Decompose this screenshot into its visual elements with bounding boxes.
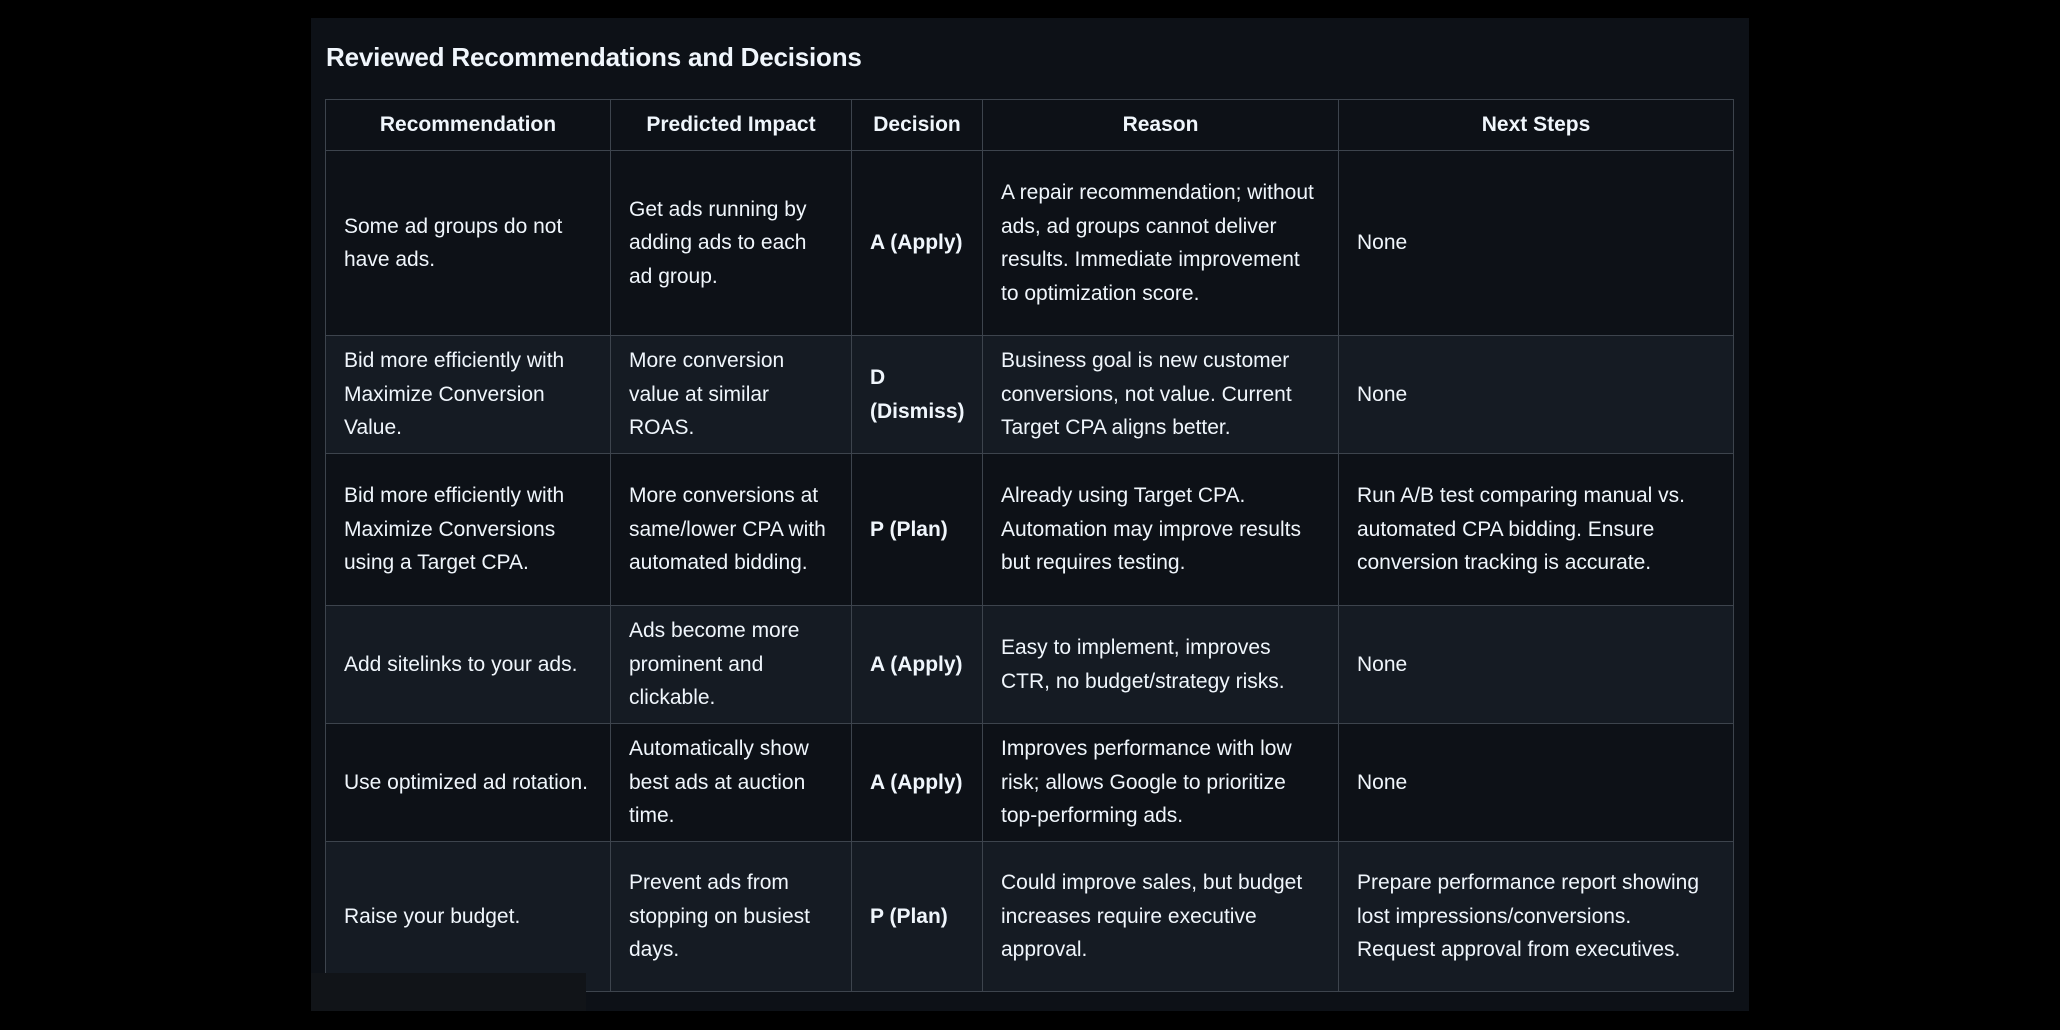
cell-predicted-impact: Prevent ads from stopping on busiest days. — [611, 842, 852, 992]
cell-decision: A (Apply) — [852, 606, 983, 724]
cell-reason: Business goal is new customer conversions, not value. Current Target CPA aligns better. — [983, 336, 1339, 454]
cell-recommendation: Add sitelinks to your ads. — [326, 606, 611, 724]
cell-predicted-impact: More conversion value at similar ROAS. — [611, 336, 852, 454]
header-decision: Decision — [852, 100, 983, 151]
header-recommendation: Recommendation — [326, 100, 611, 151]
page-title: Reviewed Recommendations and Decisions — [326, 42, 862, 72]
recommendations-table — [325, 99, 1734, 992]
cell-next-steps: Run A/B test comparing manual vs. automated CPA bidding. Ensure conversion tracking is accurate. — [1339, 454, 1734, 606]
cell-decision: D (Dismiss) — [852, 336, 983, 454]
table-row — [326, 842, 1734, 992]
cell-next-steps: None — [1339, 606, 1734, 724]
cell-next-steps: Prepare performance report showing lost impressions/conversions. Request approval from executives. — [1339, 842, 1734, 992]
table-row — [326, 151, 1734, 336]
table-row — [326, 336, 1734, 454]
cell-predicted-impact: Automatically show best ads at auction time. — [611, 724, 852, 842]
header-next-steps: Next Steps — [1339, 100, 1734, 151]
header-predicted-impact: Predicted Impact — [611, 100, 852, 151]
cell-reason: Improves performance with low risk; allows Google to prioritize top-performing ads. — [983, 724, 1339, 842]
cell-predicted-impact: Get ads running by adding ads to each ad group. — [611, 151, 852, 336]
cell-next-steps: None — [1339, 336, 1734, 454]
table-row — [326, 454, 1734, 606]
cell-reason: A repair recommendation; without ads, ad groups cannot deliver results. Immediate improvement to optimization score. — [983, 151, 1339, 336]
table-row — [326, 724, 1734, 842]
cell-next-steps: None — [1339, 724, 1734, 842]
cell-recommendation: Use optimized ad rotation. — [326, 724, 611, 842]
faded-overlay-bar — [311, 973, 586, 1011]
cell-recommendation: Bid more efficiently with Maximize Conversions using a Target CPA. — [326, 454, 611, 606]
table-row — [326, 606, 1734, 724]
cell-decision: P (Plan) — [852, 454, 983, 606]
cell-decision: A (Apply) — [852, 724, 983, 842]
cell-recommendation: Some ad groups do not have ads. — [326, 151, 611, 336]
cell-predicted-impact: More conversions at same/lower CPA with automated bidding. — [611, 454, 852, 606]
cell-decision: A (Apply) — [852, 151, 983, 336]
content-panel — [311, 18, 1749, 1011]
cell-recommendation: Raise your budget. — [326, 842, 611, 992]
cell-predicted-impact: Ads become more prominent and clickable. — [611, 606, 852, 724]
cell-decision: P (Plan) — [852, 842, 983, 992]
cell-reason: Could improve sales, but budget increases require executive approval. — [983, 842, 1339, 992]
table-header-row — [326, 100, 1734, 151]
cell-reason: Already using Target CPA. Automation may improve results but requires testing. — [983, 454, 1339, 606]
cell-reason: Easy to implement, improves CTR, no budget/strategy risks. — [983, 606, 1339, 724]
cell-next-steps: None — [1339, 151, 1734, 336]
cell-recommendation: Bid more efficiently with Maximize Conversion Value. — [326, 336, 611, 454]
header-reason: Reason — [983, 100, 1339, 151]
